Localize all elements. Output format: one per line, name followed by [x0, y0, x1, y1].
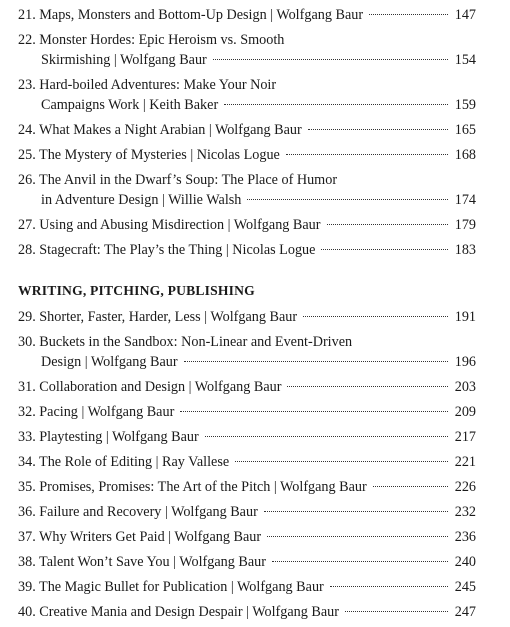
toc-page-number: 236: [454, 529, 476, 545]
dot-leader: [287, 386, 448, 387]
toc-entry-title-line: [18, 30, 476, 50]
toc-entry-title-line: [18, 452, 476, 472]
toc-entry-title-line: [18, 577, 476, 597]
dot-leader: [213, 59, 448, 60]
toc-page-number: 226: [454, 479, 476, 495]
dot-leader: [205, 436, 448, 437]
section-heading: WRITING, PITCHING, PUBLISHING: [18, 283, 255, 298]
toc-entry-title: 31. Collaboration and Design | Wolfgang Baur: [18, 379, 282, 395]
toc-page-number: 240: [454, 554, 476, 570]
table-of-contents: [18, 5, 476, 627]
toc-entry-title: 36. Failure and Recovery | Wolfgang Baur: [18, 504, 258, 520]
toc-entry-title-line: [18, 145, 476, 165]
toc-page-number: 203: [454, 379, 476, 395]
toc-entry-title: 24. What Makes a Night Arabian | Wolfgang Baur: [18, 122, 302, 138]
toc-page-number: 168: [454, 147, 476, 163]
toc-page-number: 232: [454, 504, 476, 520]
dot-leader: [303, 316, 448, 317]
toc-entry[interactable]: [18, 145, 476, 165]
dot-leader: [180, 411, 448, 412]
toc-entry-title-line: [18, 75, 476, 95]
toc-page-number: 174: [454, 192, 476, 208]
toc-entry-title: 32. Pacing | Wolfgang Baur: [18, 404, 175, 420]
toc-entry-title-line: [18, 402, 476, 422]
toc-entry-continuation-line: [18, 190, 476, 210]
toc-entry-title-continued: Campaigns Work | Keith Baker: [41, 97, 219, 113]
dot-leader: [330, 586, 448, 587]
toc-entry-title: 35. Promises, Promises: The Art of the Pitch | Wolfgang Baur: [18, 479, 367, 495]
dot-leader: [321, 249, 448, 250]
toc-entry-title-line: [18, 240, 476, 260]
toc-entry-title: 21. Maps, Monsters and Bottom-Up Design | Wolfgang Baur: [18, 7, 364, 23]
toc-entry-title: 27. Using and Abusing Misdirection | Wolfgang Baur: [18, 217, 321, 233]
toc-entry-title: 40. Creative Mania and Design Despair | Wolfgang Baur: [18, 604, 339, 620]
dot-leader: [327, 224, 448, 225]
toc-entry[interactable]: [18, 477, 476, 497]
toc-entry[interactable]: [18, 602, 476, 622]
toc-entry-title-line: [18, 215, 476, 235]
toc-page-number: 217: [454, 429, 476, 445]
toc-entry[interactable]: [18, 215, 476, 235]
toc-page-number: 191: [454, 309, 476, 325]
toc-entry-title: 30. Buckets in the Sandbox: Non-Linear and Event-Driven: [18, 334, 353, 350]
toc-entry[interactable]: [18, 5, 476, 25]
toc-entry-title-line: [18, 477, 476, 497]
toc-entry-title-line: [18, 427, 476, 447]
toc-page-number: 196: [454, 354, 476, 370]
toc-entry[interactable]: [18, 332, 476, 372]
toc-entry[interactable]: [18, 377, 476, 397]
toc-entry-title-continued: Skirmishing | Wolfgang Baur: [41, 52, 207, 68]
dot-leader: [286, 154, 448, 155]
toc-page-number: 165: [454, 122, 476, 138]
toc-entry[interactable]: [18, 75, 476, 115]
dot-leader: [272, 561, 448, 562]
toc-entry-title-continued: in Adventure Design | Willie Walsh: [41, 192, 242, 208]
dot-leader: [308, 129, 448, 130]
toc-entry[interactable]: [18, 170, 476, 210]
dot-leader: [224, 104, 448, 105]
dot-leader: [235, 461, 448, 462]
toc-entry[interactable]: [18, 120, 476, 140]
toc-entry[interactable]: [18, 527, 476, 547]
toc-page-number: 183: [454, 242, 476, 258]
toc-entry-title-line: [18, 170, 476, 190]
toc-entry[interactable]: [18, 30, 476, 70]
dot-leader: [267, 536, 448, 537]
toc-entry-continuation-line: [18, 95, 476, 115]
toc-entry-title: 33. Playtesting | Wolfgang Baur: [18, 429, 199, 445]
dot-leader: [373, 486, 448, 487]
toc-page-number: 221: [454, 454, 476, 470]
toc-entry-title-line: [18, 377, 476, 397]
toc-entry-title-line: [18, 120, 476, 140]
dot-leader: [247, 199, 448, 200]
toc-entry-title: 38. Talent Won’t Save You | Wolfgang Baur: [18, 554, 266, 570]
toc-entry-title: 22. Monster Hordes: Epic Heroism vs. Smooth: [18, 32, 285, 48]
dot-leader: [264, 511, 448, 512]
toc-entry-title: 37. Why Writers Get Paid | Wolfgang Baur: [18, 529, 262, 545]
toc-entry-title-line: [18, 502, 476, 522]
toc-entry-title: 28. Stagecraft: The Play’s the Thing | Nicolas Logue: [18, 242, 316, 258]
toc-page-number: 147: [454, 7, 476, 23]
toc-entry-title: 34. The Role of Editing | Ray Vallese: [18, 454, 230, 470]
toc-entry-continuation-line: [18, 50, 476, 70]
toc-entry[interactable]: [18, 240, 476, 260]
dot-leader: [345, 611, 448, 612]
toc-entry-title: 25. The Mystery of Mysteries | Nicolas Logue: [18, 147, 280, 163]
toc-entry[interactable]: [18, 427, 476, 447]
toc-entry[interactable]: [18, 307, 476, 327]
toc-entry-title: 23. Hard-boiled Adventures: Make Your Noir: [18, 77, 277, 93]
toc-entry-title-line: [18, 5, 476, 25]
toc-entry-title-line: [18, 602, 476, 622]
toc-entry-continuation-line: [18, 352, 476, 372]
toc-entry-title-line: [18, 552, 476, 572]
toc-entry-title-line: [18, 527, 476, 547]
toc-page-number: 245: [454, 579, 476, 595]
toc-entry[interactable]: [18, 452, 476, 472]
toc-entry[interactable]: [18, 552, 476, 572]
dot-leader: [369, 14, 448, 15]
toc-entry[interactable]: [18, 502, 476, 522]
toc-entry-title-continued: Design | Wolfgang Baur: [41, 354, 178, 370]
toc-entry-title: 26. The Anvil in the Dwarf’s Soup: The Place of Humor: [18, 172, 338, 188]
toc-page-number: 179: [454, 217, 476, 233]
toc-entry[interactable]: [18, 402, 476, 422]
toc-page-number: 247: [454, 604, 476, 620]
toc-entry-title: 39. The Magic Bullet for Publication | Wolfgang Baur: [18, 579, 324, 595]
toc-page-number: 159: [454, 97, 476, 113]
toc-entry-title-line: [18, 332, 476, 352]
toc-entry-title: 29. Shorter, Faster, Harder, Less | Wolfgang Baur: [18, 309, 298, 325]
dot-leader: [184, 361, 448, 362]
toc-page-number: 209: [454, 404, 476, 420]
toc-entry[interactable]: [18, 577, 476, 597]
toc-page-number: 154: [454, 52, 476, 68]
toc-entry-title-line: [18, 307, 476, 327]
